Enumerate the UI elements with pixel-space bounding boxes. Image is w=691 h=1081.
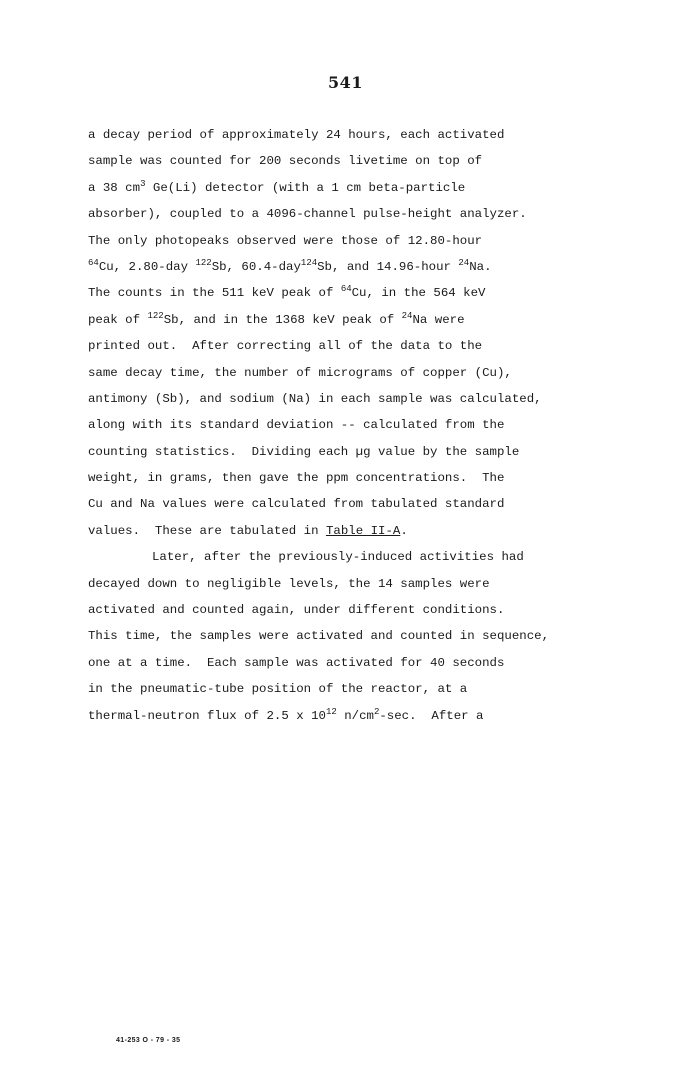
superscript: 122 <box>147 310 164 321</box>
text-line: values. These are tabulated in Table II-A. <box>88 523 408 538</box>
text-line: thermal-neutron flux of 2.5 x $10^{12}$ $n/cm^2-\sec$. After a <box>88 706 484 723</box>
text-line: $^{64}$Cu, 2.80-day $^{122}$Sb, 60.4-day$^{124}$Sb, and 14.96-hour $^{24}$Na. <box>88 257 492 274</box>
text-line: counting statistics. Dividing each µg value by the sample <box>88 444 520 459</box>
body-text <box>88 122 668 729</box>
text-line: a decay period of approximately 24 hours, each activated <box>88 128 505 142</box>
text-line: The counts in the 511 keV peak of $^{64}$Cu, in the 564 keV <box>88 284 486 301</box>
superscript: 12 <box>325 706 337 717</box>
superscript: 24 <box>458 257 470 268</box>
superscript: 124 <box>300 257 318 268</box>
text-line: printed out. After correcting all of the data to the <box>88 339 483 354</box>
superscript: 24 <box>401 310 413 321</box>
text-line: same decay time, the number of micrograms of copper (Cu), <box>88 365 512 380</box>
text-line: along with its standard deviation -- calculated from the <box>88 418 505 433</box>
text-line: peak of $^{122}$Sb, and in the 1368 keV peak of $^{24}$Na were <box>88 310 465 327</box>
page-number: 541 <box>328 73 363 92</box>
text-line: The only photopeaks observed were those of 12.80-hour <box>88 233 483 248</box>
text-line: weight, in grams, then gave the ppm concentrations. The <box>88 471 505 486</box>
superscript: 64 <box>88 257 99 268</box>
superscript: 122 <box>195 257 212 268</box>
text-line: a 38 $cm^3$ Ge(Li) detector (with a 1 cm beta-particle <box>88 178 466 195</box>
table-reference: Table II-A <box>325 523 401 538</box>
footer-print-code: 41-253 O - 79 - 35 <box>116 1037 181 1044</box>
text-line: activated and counted again, under different conditions. <box>88 603 505 618</box>
text-line: decayed down to negligible levels, the 14 samples were <box>88 576 490 591</box>
text-line: sample was counted for 200 seconds livetime on top of <box>88 154 483 169</box>
text-line: Later, after the previously-induced activities had <box>152 550 524 565</box>
text-line: antimony (Sb), and sodium (Na) in each sample was calculated, <box>88 391 542 406</box>
superscript: 64 <box>340 284 352 295</box>
text-line: Cu and Na values were calculated from tabulated standard <box>88 497 505 512</box>
text-line: in the pneumatic-tube position of the reactor, at a <box>88 682 468 697</box>
text-line: This time, the samples were activated and counted in sequence, <box>88 629 550 644</box>
text-line: absorber), coupled to a 4096-channel pulse-height analyzer. <box>88 207 527 222</box>
text-line: one at a time. Each sample was activated for 40 seconds <box>88 655 505 670</box>
superscript: 2 <box>373 706 380 717</box>
superscript: 3 <box>140 178 146 189</box>
